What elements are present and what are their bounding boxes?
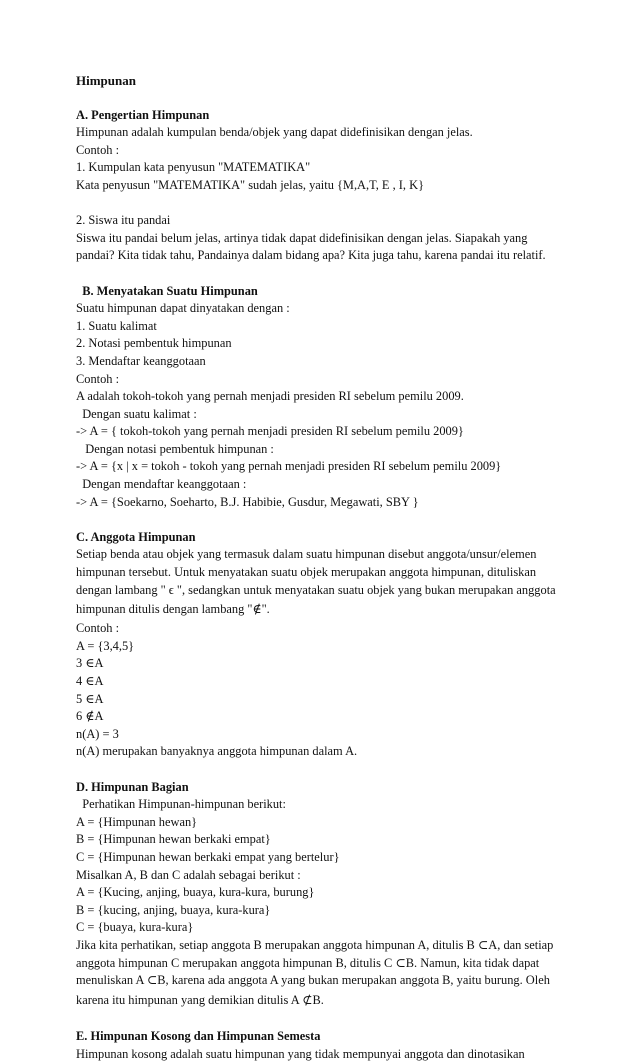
- section-c-line: n(A) merupakan banyaknya anggota himpunan dalam A.: [76, 744, 358, 759]
- section-c-line: himpunan tersebut. Untuk menyatakan suatu objek merupakan anggota himpunan, dituliskan: [76, 565, 537, 580]
- section-a-line: Kata penyusun "MATEMATIKA" sudah jelas, yaitu {M,A,T, E , I, K}: [76, 177, 425, 192]
- section-d-line: Jika kita perhatikan, setiap anggota B merupakan anggota himpunan A, ditulis B ⊂A, dan setiap: [76, 937, 554, 952]
- section-c-line: 4 ∈A: [76, 674, 104, 688]
- section-e-heading: E. Himpunan Kosong dan Himpunan Semesta: [76, 1029, 321, 1044]
- section-d-line: A = {Kucing, anjing, buaya, kura-kura, burung}: [76, 885, 315, 900]
- section-c-line: himpunan ditulis dengan lambang "∉".: [76, 602, 270, 617]
- blank-line: [76, 1011, 598, 1029]
- section-b-line: 1. Suatu kalimat: [76, 318, 157, 333]
- section-b-line: 2. Notasi pembentuk himpunan: [76, 336, 232, 351]
- section-d-line: C = {buaya, kura-kura}: [76, 920, 194, 935]
- section-d-line: B = {Himpunan hewan berkaki empat}: [76, 832, 271, 847]
- section-c-line: n(A) = 3: [76, 726, 119, 741]
- section-d-heading: D. Himpunan Bagian: [76, 779, 189, 794]
- section-c-line: 5 ∈A: [76, 691, 104, 706]
- section-b-heading: B. Menyatakan Suatu Himpunan: [76, 283, 258, 298]
- section-d-line: Perhatikan Himpunan-himpunan berikut:: [76, 797, 286, 812]
- section-b-line: -> A = {x | x = tokoh - tokoh yang pernah menjadi presiden RI sebelum pemilu 2009}: [76, 459, 502, 474]
- section-d-line: karena itu himpunan yang demikian ditulis A ⊄B.: [76, 992, 324, 1007]
- section-b-line: Contoh :: [76, 371, 120, 386]
- section-b-line: -> A = {Soekarno, Soeharto, B.J. Habibie, Gusdur, Megawati, SBY }: [76, 494, 419, 509]
- section-c-line: 3 ∈A: [76, 656, 104, 671]
- section-b-line: -> A = { tokoh-tokoh yang pernah menjadi presiden RI sebelum pemilu 2009}: [76, 424, 464, 439]
- section-b-line: Dengan mendaftar keanggotaan :: [76, 477, 247, 492]
- blank-line: [76, 195, 598, 213]
- section-a-heading: A. Pengertian Himpunan: [76, 107, 210, 122]
- section-b-line: Dengan notasi pembentuk himpunan :: [76, 441, 274, 456]
- section-d-line: Misalkan A, B dan C adalah sebagai berikut :: [76, 867, 301, 882]
- section-a-line: Contoh :: [76, 142, 120, 157]
- section-a-line: Himpunan adalah kumpulan benda/objek yang dapat didefinisikan dengan jelas.: [76, 125, 473, 140]
- section-c-line: 6 ∉A: [76, 709, 104, 724]
- section-d-line: menuliskan A ⊂B, karena ada anggota A yang bukan merupakan anggota B, yaitu burung. Oleh: [76, 973, 550, 988]
- section-d-line: A = {Himpunan hewan}: [76, 814, 198, 829]
- section-d-line: anggota himpunan C merupakan anggota himpunan B, ditulis C ⊂B. Namun, kita tidak dapat: [76, 955, 540, 970]
- blank-line: [76, 761, 598, 779]
- section-c-heading: C. Anggota Himpunan: [76, 529, 196, 544]
- section-b-line: Dengan suatu kalimat :: [76, 406, 197, 421]
- section-d-line: B = {kucing, anjing, buaya, kura-kura}: [76, 902, 271, 917]
- document-title: Himpunan: [76, 73, 136, 88]
- section-b-line: 3. Mendaftar keanggotaan: [76, 353, 206, 368]
- section-b-line: A adalah tokoh-tokoh yang pernah menjadi presiden RI sebelum pemilu 2009.: [76, 389, 464, 404]
- section-c-line: Contoh :: [76, 621, 120, 636]
- section-c-line: A = {3,4,5}: [76, 638, 135, 653]
- section-a-line: 2. Siswa itu pandai: [76, 213, 171, 228]
- section-b-line: Suatu himpunan dapat dinyatakan dengan :: [76, 301, 290, 316]
- section-c-line: dengan lambang " ϵ ", sedangkan untuk menyatakan suatu objek yang bukan merupakan anggota: [76, 582, 556, 597]
- section-a-line: pandai? Kita tidak tahu, Pandainya dalam bidang apa? Kita juga tahu, karena pandai itu relatif.: [76, 248, 546, 263]
- section-e-line: Himpunan kosong adalah suatu himpunan yang tidak mempunyai anggota dan dinotasikan: [76, 1046, 525, 1061]
- section-d-line: C = {Himpunan hewan berkaki empat yang bertelur}: [76, 849, 340, 864]
- section-a-line: Siswa itu pandai belum jelas, artinya tidak dapat didefinisikan dengan jelas. Siapakah yang: [76, 230, 528, 245]
- section-a-line: 1. Kumpulan kata penyusun "MATEMATIKA": [76, 160, 311, 175]
- blank-line: [76, 265, 598, 283]
- section-c-line: Setiap benda atau objek yang termasuk dalam suatu himpunan disebut anggota/unsur/elemen: [76, 547, 537, 562]
- blank-line: [76, 511, 598, 529]
